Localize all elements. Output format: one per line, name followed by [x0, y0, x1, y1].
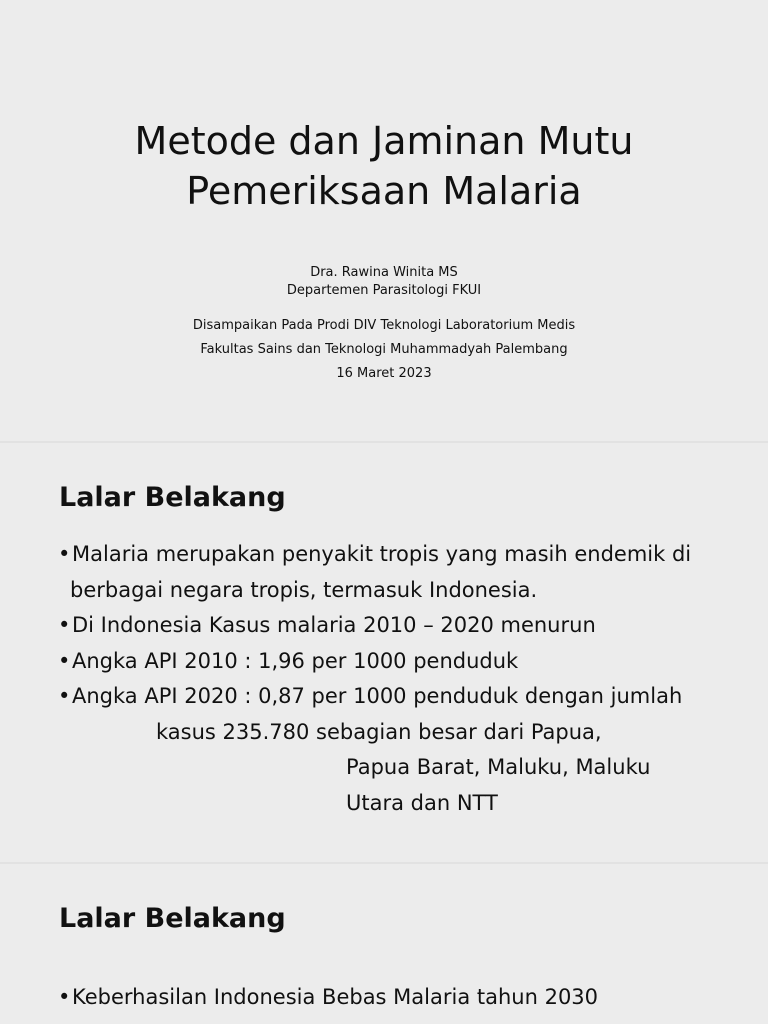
event-line: Disampaikan Pada Prodi DIV Teknologi Laboratorium Medis — [192, 318, 576, 333]
bullet-icon: • — [58, 985, 71, 1009]
bullet-text: Malaria merupakan penyakit tropis yang masih endemik di — [72, 542, 692, 566]
bullet-text: kasus 235.780 sebagian besar dari Papua, — [156, 719, 602, 744]
bullet-text: Papua Barat, Maluku, Maluku — [346, 755, 651, 779]
bullet-text: Angka API 2020 : 0,87 per 1000 penduduk dengan jumlah — [72, 684, 683, 708]
title-slide — [0, 0, 768, 440]
bullet-continuation — [58, 786, 691, 822]
bullet-text: Keberhasilan Indonesia Bebas Malaria tahun 2030 — [72, 985, 599, 1009]
bullet-text: berbagai negara tropis, termasuk Indonesia. — [70, 577, 538, 602]
bullet-icon: • — [58, 542, 71, 566]
background-slide — [0, 445, 768, 860]
bullet-continuation — [58, 750, 691, 786]
presentation-title — [0, 116, 768, 216]
title-line: Pemeriksaan Malaria — [186, 169, 582, 213]
bullet-text: Angka API 2010 : 1,96 per 1000 penduduk — [72, 648, 519, 673]
slide-divider — [0, 441, 768, 443]
author-department: Departemen Parasitologi FKUI — [286, 283, 482, 298]
bullet-continuation — [58, 715, 691, 751]
slide-heading: Lalar Belakang — [59, 903, 286, 934]
bullet-continuation — [58, 573, 691, 609]
bullet-text: Di Indonesia Kasus malaria 2010 – 2020 menurun — [72, 613, 596, 637]
bullet-icon: • — [58, 613, 71, 637]
bullet-icon: • — [58, 648, 71, 673]
title-line: Metode dan Jaminan Mutu — [134, 119, 634, 163]
bullet-list — [58, 980, 598, 1016]
bullet-text: Utara dan NTT — [346, 790, 498, 815]
bullet-item — [58, 537, 691, 573]
event-block — [0, 314, 768, 386]
author-block — [0, 264, 768, 300]
event-line: Fakultas Sains dan Teknologi Muhammadyah Palembang — [200, 342, 568, 357]
bullet-item — [58, 679, 691, 715]
slide-divider — [0, 862, 768, 864]
slide-heading: Lalar Belakang — [59, 482, 286, 513]
bullet-item — [58, 980, 598, 1016]
bullet-item — [58, 608, 691, 644]
bullet-item — [58, 644, 691, 680]
author-name: Dra. Rawina Winita MS — [310, 265, 458, 280]
presentation-date: 16 Maret 2023 — [336, 366, 432, 381]
background-slide-continued — [0, 866, 768, 1024]
bullet-icon: • — [58, 684, 71, 708]
bullet-list — [58, 537, 691, 821]
